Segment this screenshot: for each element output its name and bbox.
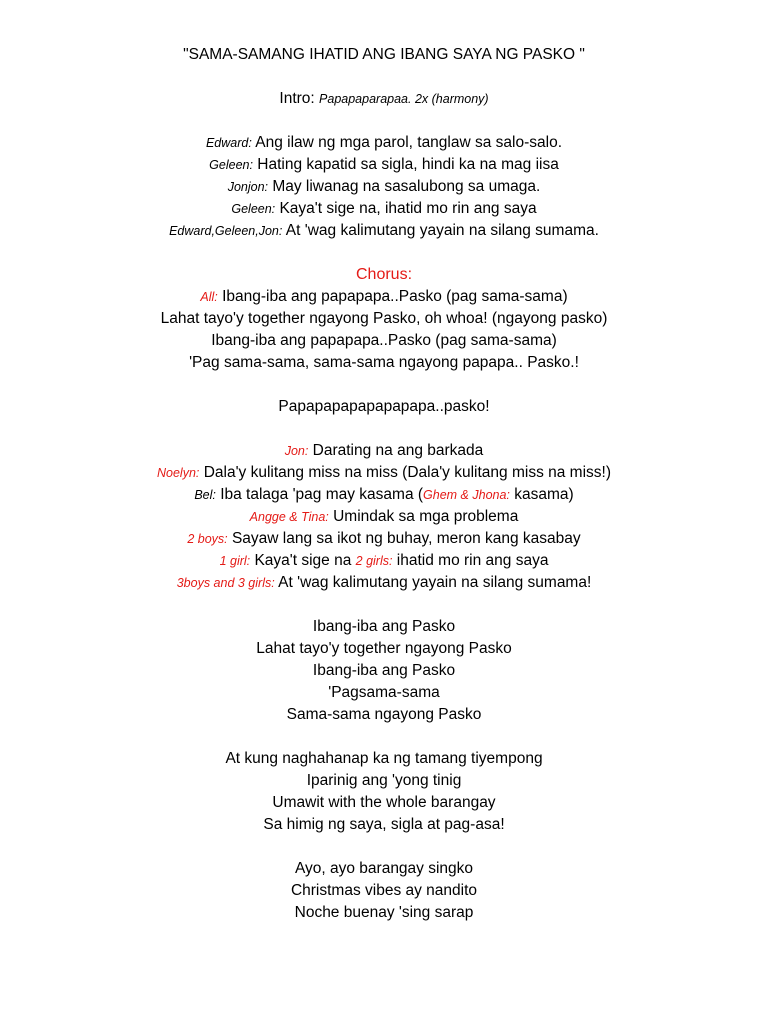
stanza3-line-1: Ibang-iba ang Pasko (312, 618, 456, 635)
verse2-line-6 (0, 550, 768, 572)
speaker: 3boys and 3 girls: (176, 576, 275, 590)
lyric-text: At 'wag kalimutang yayain na silang sumama! (278, 574, 592, 591)
lyric-text: Iba talaga 'pag may kasama ( (220, 486, 424, 503)
song-title: "SAMA-SAMANG IHATID ANG IBANG SAYA NG PASKO " (183, 46, 585, 63)
stanza4-line-3: Umawit with the whole barangay (272, 794, 496, 811)
speaker: Bel: (194, 488, 216, 502)
verse1-line-2 (0, 154, 768, 176)
lyric-text: Kaya't sige na (254, 552, 352, 569)
stanza4-line-2: Iparinig ang 'yong tinig (306, 772, 462, 789)
verse1-line-3 (0, 176, 768, 198)
verse2-line-5 (0, 528, 768, 550)
stanza3-line-3: Ibang-iba ang Pasko (312, 662, 456, 679)
speaker: Edward,Geleen,Jon: (169, 224, 283, 238)
stanza5-line-3: Noche buenay 'sing sarap (294, 904, 474, 921)
speaker: Ghem & Jhona: (423, 488, 510, 502)
lyric-text: Umindak sa mga problema (333, 508, 519, 525)
lyric-text: Ang ilaw ng mga parol, tanglaw sa salo-salo. (255, 134, 563, 151)
intro-label: Intro: (279, 90, 315, 107)
speaker: 1 girl: (219, 554, 251, 568)
papa-line: Papapapapapapapapa..pasko! (278, 398, 490, 415)
stanza3-line-2: Lahat tayo'y together ngayong Pasko (256, 640, 512, 657)
lyric-text: Dala'y kulitang miss na miss (Dala'y kulitang miss na miss!) (203, 464, 612, 481)
verse2-line-3 (0, 484, 768, 506)
verse1-line-4 (0, 198, 768, 220)
verse2-line-4 (0, 506, 768, 528)
chorus-line-4: 'Pag sama-sama, sama-sama ngayong papapa.. Pasko.! (189, 354, 579, 371)
lyric-text: Hating kapatid sa sigla, hindi ka na mag iisa (257, 156, 559, 173)
speaker: Geleen: (209, 158, 253, 172)
speaker: 2 boys: (187, 532, 228, 546)
verse1-line-5 (0, 220, 768, 242)
intro-text: Papapaparapaa. 2x (harmony) (319, 92, 489, 106)
lyric-text: Darating na ang barkada (312, 442, 484, 459)
lyric-text: Ibang-iba ang papapapa..Pasko (pag sama-sama) (222, 288, 568, 305)
verse2-line-7 (0, 572, 768, 594)
lyric-text: At 'wag kalimutang yayain na silang sumama. (285, 222, 599, 239)
speaker: 2 girls: (355, 554, 393, 568)
speaker: All: (200, 290, 218, 304)
stanza3-line-5: Sama-sama ngayong Pasko (286, 706, 482, 723)
speaker: Jonjon: (227, 180, 268, 194)
verse2-line-2 (0, 462, 768, 484)
lyric-text: ihatid mo rin ang saya (396, 552, 549, 569)
lyric-text: kasama) (514, 486, 574, 503)
chorus-line-3: Ibang-iba ang papapapa..Pasko (pag sama-sama) (211, 332, 557, 349)
lyric-text: May liwanag na sasalubong sa umaga. (272, 178, 541, 195)
verse2-line-1 (0, 440, 768, 462)
verse1-line-1 (0, 132, 768, 154)
chorus-heading: Chorus: (355, 266, 413, 283)
lyric-text: Kaya't sige na, ihatid mo rin ang saya (279, 200, 537, 217)
speaker: Jon: (284, 444, 309, 458)
intro-line (0, 88, 768, 110)
speaker: Geleen: (231, 202, 276, 216)
lyric-text: Sayaw lang sa ikot ng buhay, meron kang kasabay (231, 530, 581, 547)
stanza5-line-2: Christmas vibes ay nandito (290, 882, 478, 899)
chorus-line-2: Lahat tayo'y together ngayong Pasko, oh whoa! (ngayong pasko) (160, 310, 608, 327)
stanza5-line-1: Ayo, ayo barangay singko (294, 860, 474, 877)
stanza4-line-4: Sa himig ng saya, sigla at pag-asa! (263, 816, 505, 833)
chorus-line-1 (0, 286, 768, 308)
speaker: Noelyn: (156, 466, 200, 480)
speaker: Angge & Tina: (249, 510, 329, 524)
stanza3-line-4: 'Pagsama-sama (328, 684, 440, 701)
speaker: Edward: (205, 136, 252, 150)
stanza4-line-1: At kung naghahanap ka ng tamang tiyempong (225, 750, 543, 767)
